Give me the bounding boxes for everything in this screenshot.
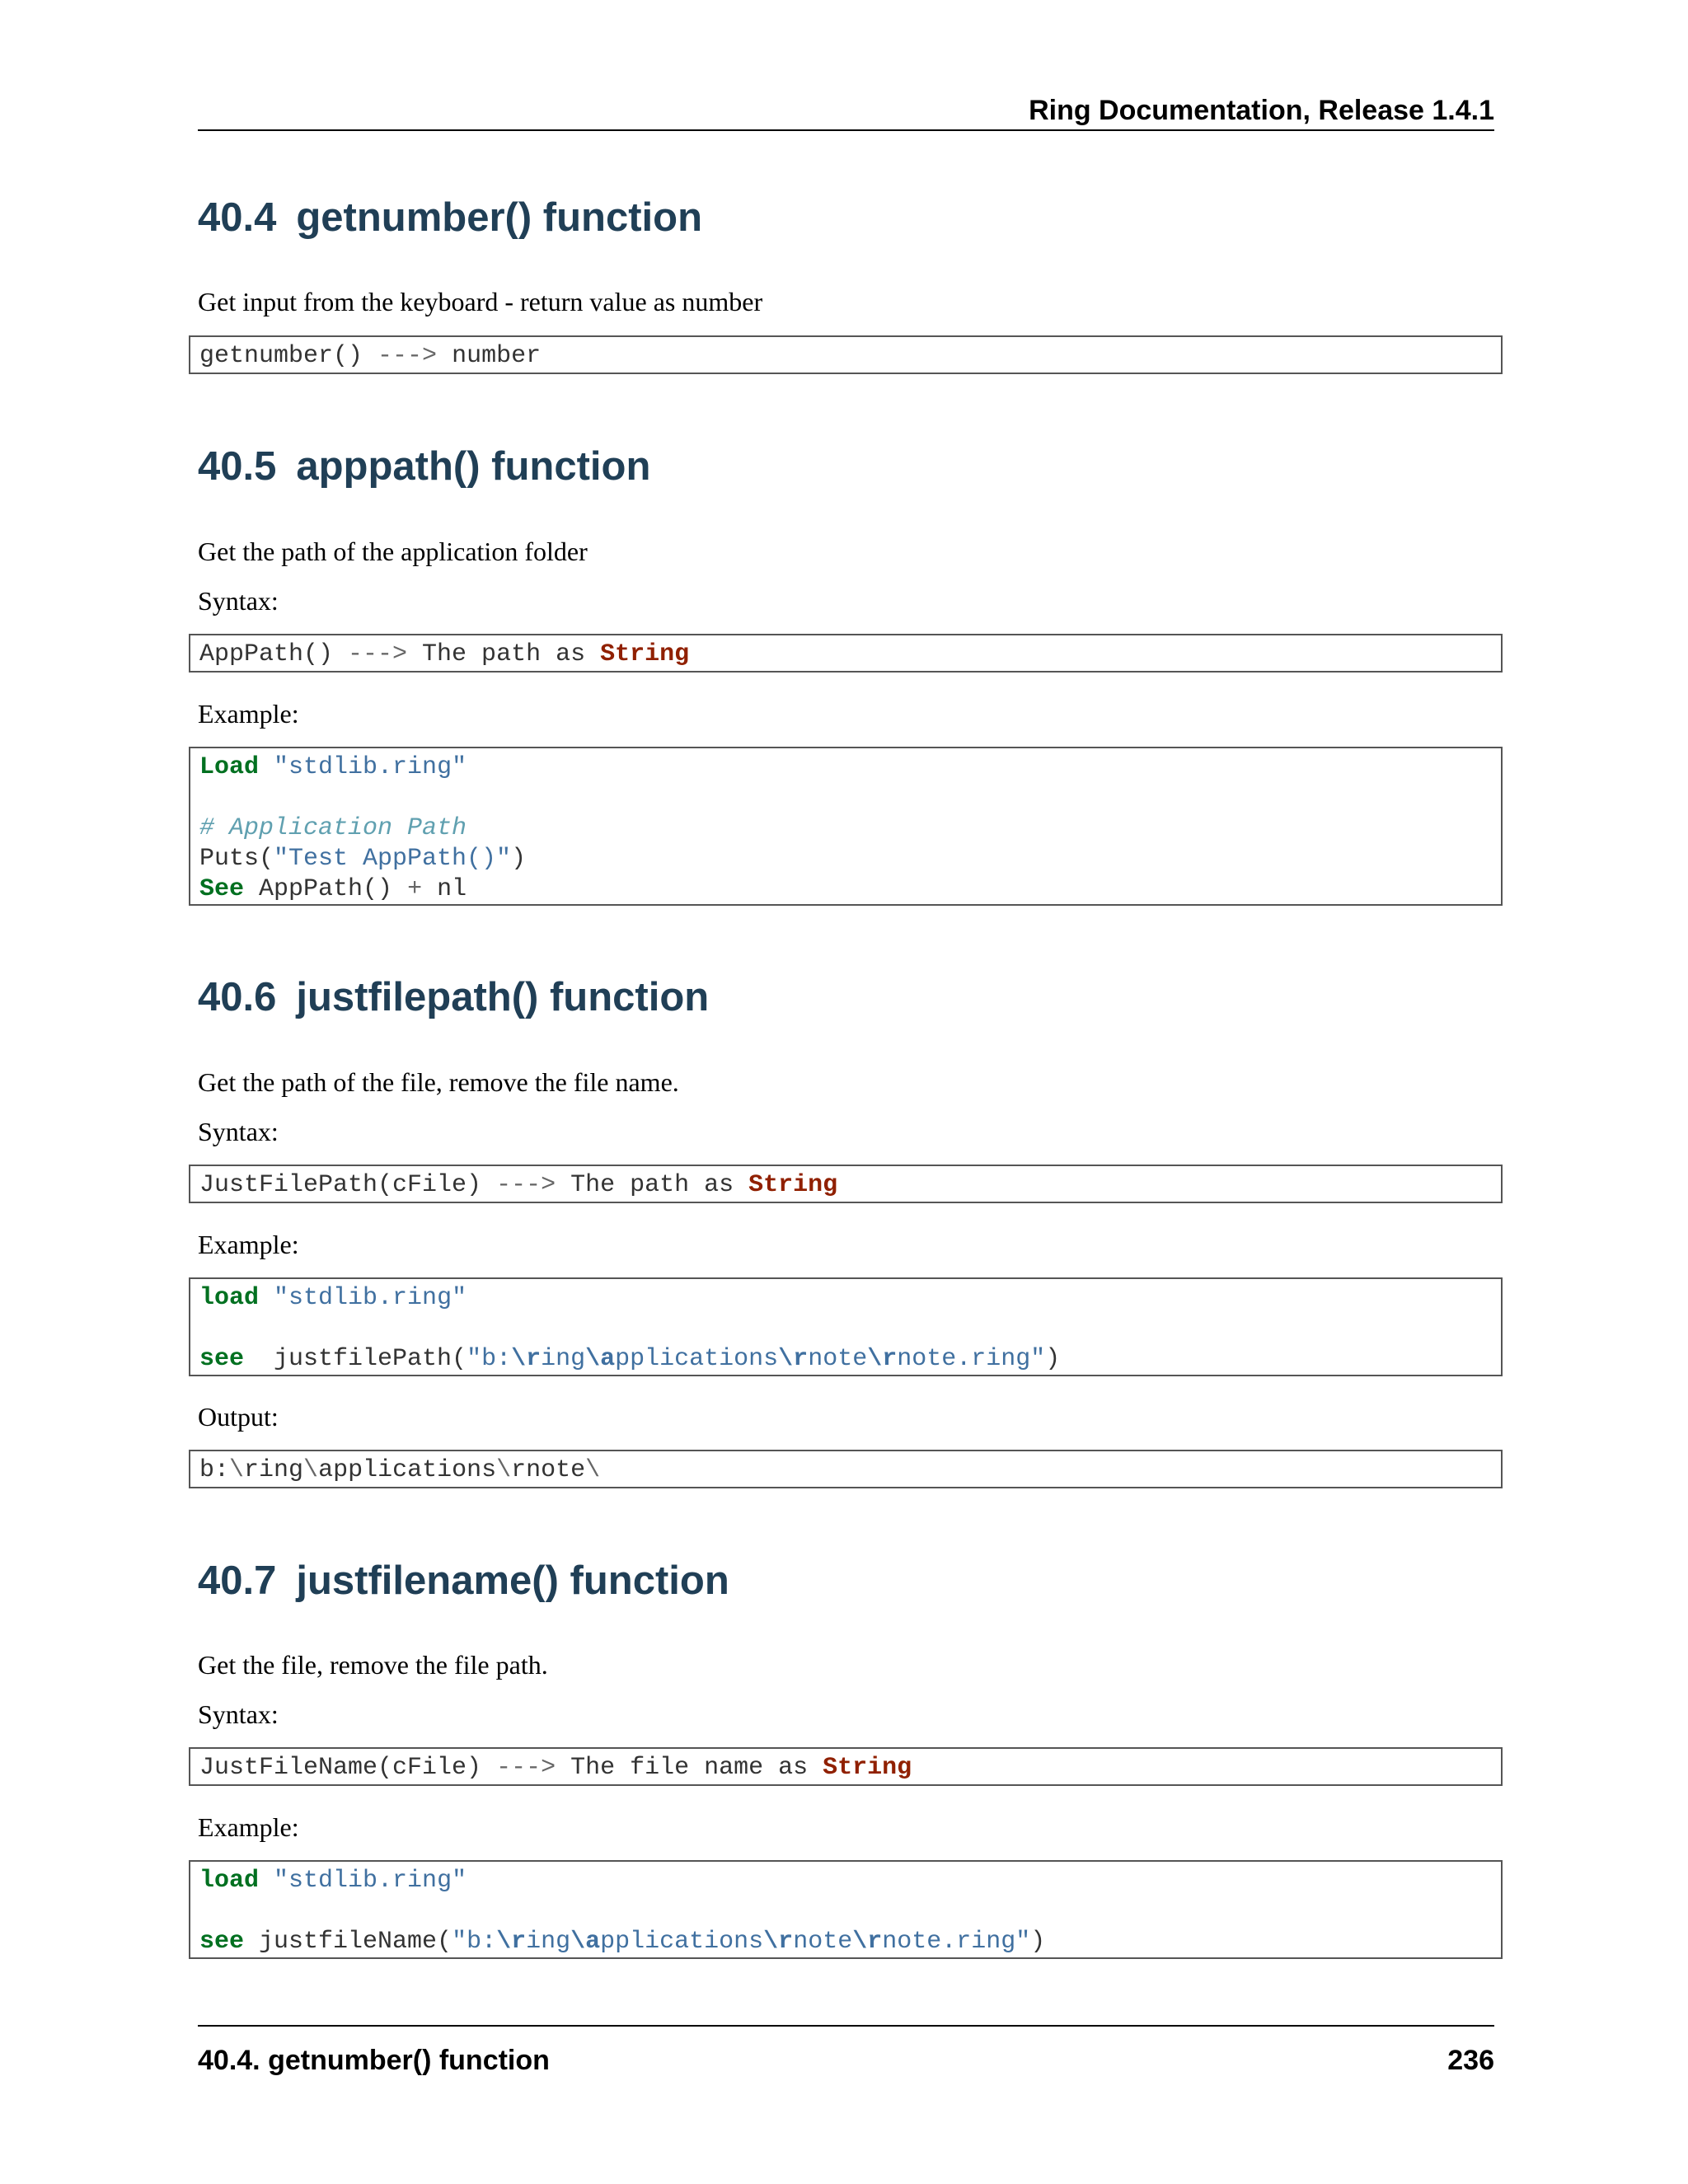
output-code-block — [189, 1450, 1503, 1488]
code-token: b: — [199, 1456, 230, 1484]
running-footer — [198, 2041, 1494, 2080]
code-token: note — [808, 1345, 868, 1373]
code-token: "b: — [452, 1928, 497, 1956]
code-token: ing — [541, 1345, 586, 1373]
section-title: getnumber() function — [296, 195, 703, 240]
syntax-code-block — [189, 1165, 1503, 1203]
code-token: ing — [526, 1928, 571, 1956]
code-line — [199, 640, 1501, 670]
code-token: "b: — [467, 1345, 512, 1373]
code-token: ) — [1045, 1345, 1061, 1373]
code-token: \r — [867, 1345, 898, 1373]
code-line — [199, 341, 1501, 372]
code-token: load — [199, 1284, 260, 1312]
code-line — [199, 844, 1501, 874]
code-block — [189, 335, 1503, 374]
code-token: applications — [318, 1456, 497, 1484]
code-line — [199, 1927, 1501, 1957]
code-line — [199, 874, 1501, 905]
code-token: \r — [778, 1345, 809, 1373]
code-line — [199, 1283, 1501, 1314]
code-line — [199, 1866, 1501, 1896]
syntax-label: Syntax: — [198, 586, 279, 616]
code-line — [199, 1314, 1501, 1344]
code-line — [199, 1344, 1501, 1375]
code-token: "stdlib.ring" — [274, 1284, 467, 1312]
example-label: Example: — [198, 1812, 299, 1842]
code-token: pplications — [600, 1928, 764, 1956]
code-token: ) — [511, 845, 527, 873]
section-description: Get the path of the application folder — [198, 537, 588, 566]
code-token: + — [407, 875, 423, 903]
section-description: Get the file, remove the file path. — [198, 1650, 548, 1680]
code-token: "Test AppPath()" — [274, 845, 512, 873]
header-rule — [198, 129, 1494, 131]
code-token: See — [199, 875, 245, 903]
code-line — [199, 783, 1501, 813]
code-token: JustFileName(cFile) — [199, 1754, 497, 1782]
section-heading-40-7 — [198, 1554, 729, 1607]
code-token: ring — [244, 1456, 304, 1484]
section-heading-40-6 — [198, 971, 709, 1024]
code-token: \ — [303, 1456, 319, 1484]
code-token: nl — [422, 875, 467, 903]
example-label: Example: — [198, 1230, 299, 1259]
code-token: \ — [229, 1456, 245, 1484]
section-description: Get the path of the file, remove the file name. — [198, 1067, 679, 1097]
example-code-block — [189, 1860, 1503, 1959]
section-number: 40.4 — [198, 195, 277, 240]
section-number: 40.6 — [198, 975, 277, 1019]
section-description: Get input from the keyboard - return value as number — [198, 287, 763, 316]
code-token: \ — [496, 1456, 512, 1484]
example-code-block — [189, 747, 1503, 906]
code-line — [199, 1170, 1501, 1201]
code-token: \r — [496, 1928, 527, 1956]
code-token: getnumber() — [199, 342, 378, 370]
section-title: justfilename() function — [296, 1558, 729, 1603]
syntax-label: Syntax: — [198, 1117, 279, 1146]
code-token: note.ring" — [897, 1345, 1046, 1373]
code-token: Puts( — [199, 845, 274, 873]
code-token: String — [600, 640, 690, 668]
code-token: # Application Path — [199, 814, 467, 842]
code-token: "stdlib.ring" — [274, 753, 467, 781]
code-line — [199, 752, 1501, 783]
code-token: String — [823, 1754, 912, 1782]
syntax-code-block — [189, 634, 1503, 673]
syntax-code-block — [189, 1747, 1503, 1786]
section-heading-40-5 — [198, 440, 650, 493]
code-token: ---> — [496, 1171, 556, 1199]
code-token: The file name as — [556, 1754, 823, 1782]
code-token: String — [748, 1171, 838, 1199]
code-token: ---> — [348, 640, 408, 668]
code-token: number — [437, 342, 542, 370]
example-label: Example: — [198, 699, 299, 729]
code-line — [199, 813, 1501, 844]
page-number: 236 — [1447, 2045, 1494, 2076]
code-token: note — [793, 1928, 853, 1956]
section-title: apppath() function — [296, 444, 651, 489]
code-token: see — [199, 1345, 245, 1373]
code-line — [199, 1753, 1501, 1783]
output-label: Output: — [198, 1402, 279, 1432]
code-token: see — [199, 1928, 245, 1956]
section-heading-40-4 — [198, 191, 702, 244]
running-header: Ring Documentation, Release 1.4.1 — [1029, 95, 1494, 126]
section-number: 40.5 — [198, 444, 277, 489]
code-token: \ — [585, 1456, 601, 1484]
syntax-label: Syntax: — [198, 1699, 279, 1729]
code-token: AppPath() — [244, 875, 408, 903]
code-token: The path as — [556, 1171, 749, 1199]
code-token: "stdlib.ring" — [274, 1867, 467, 1895]
code-token: pplications — [615, 1345, 779, 1373]
code-token: \a — [585, 1345, 616, 1373]
section-number: 40.7 — [198, 1558, 277, 1603]
code-token: justfileName( — [244, 1928, 452, 1956]
code-token: \r — [763, 1928, 794, 1956]
code-token: rnote — [511, 1456, 586, 1484]
code-token — [259, 753, 274, 781]
footer-section-title: 40.4. getnumber() function — [198, 2045, 550, 2076]
code-token: Load — [199, 753, 260, 781]
code-token — [259, 1284, 274, 1312]
code-token: \r — [511, 1345, 542, 1373]
code-token: ) — [1030, 1928, 1046, 1956]
code-token: justfilePath( — [244, 1345, 467, 1373]
code-line — [199, 1455, 1501, 1486]
code-token: AppPath() — [199, 640, 349, 668]
code-token: load — [199, 1867, 260, 1895]
code-token: \r — [852, 1928, 883, 1956]
section-title: justfilepath() function — [296, 975, 710, 1019]
code-token: note.ring" — [882, 1928, 1031, 1956]
code-token: ---> — [496, 1754, 556, 1782]
code-token: JustFilePath(cFile) — [199, 1171, 497, 1199]
code-token: The path as — [407, 640, 601, 668]
footer-rule — [198, 2025, 1494, 2027]
code-token: ---> — [377, 342, 438, 370]
code-token: \a — [570, 1928, 601, 1956]
example-code-block — [189, 1277, 1503, 1376]
code-line — [199, 1896, 1501, 1927]
code-token — [259, 1867, 274, 1895]
